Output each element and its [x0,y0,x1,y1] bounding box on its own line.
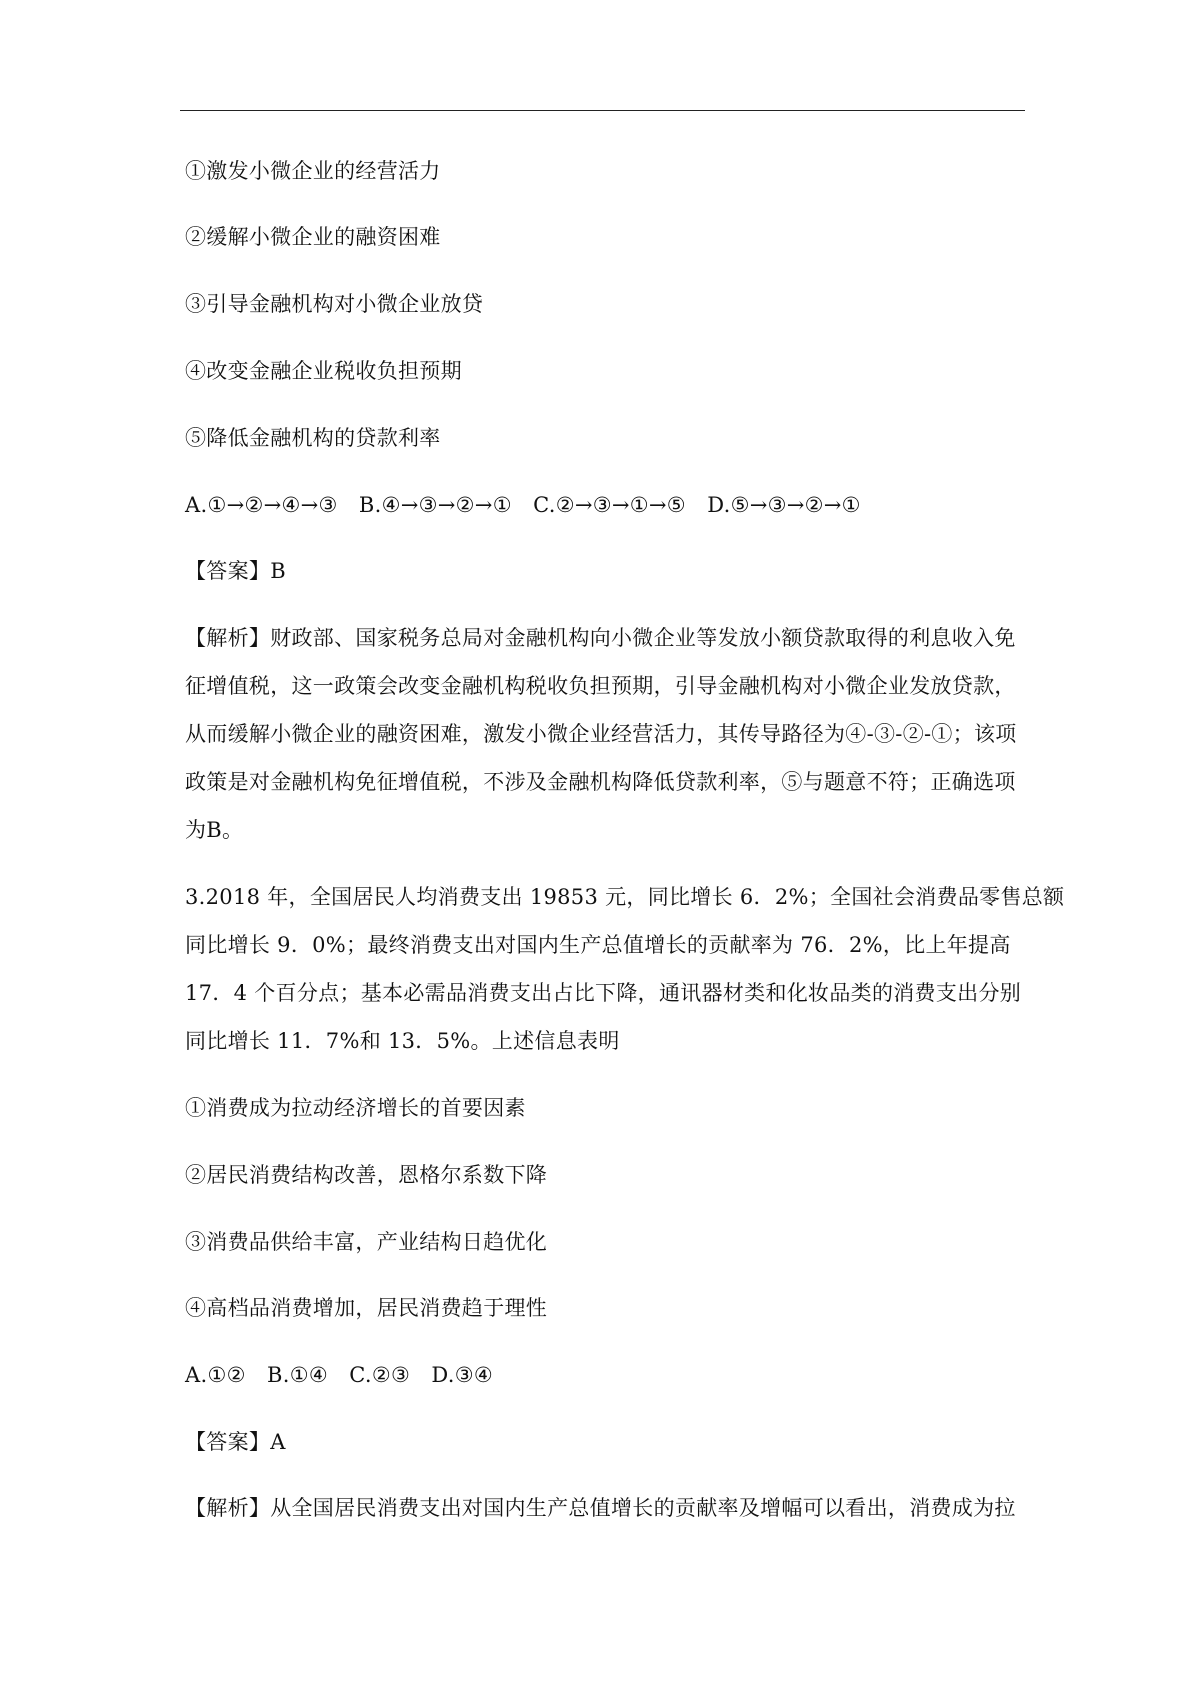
q2-option-2: ②缓解小微企业的融资困难 [185,225,441,249]
q2-analysis-line-4: 政策是对金融机构免征增值税，不涉及金融机构降低贷款利率，⑤与题意不符；正确选项 [185,770,1016,794]
q2-option-1: ①激发小微企业的经营活力 [185,159,441,183]
q2-analysis-line-2: 征增值税，这一政策会改变金融机构税收负担预期，引导金融机构对小微企业发放贷款， [185,674,1016,698]
q3-analysis-line-1: 【解析】从全国居民消费支出对国内生产总值增长的贡献率及增幅可以看出，消费成为拉 [185,1496,1016,1520]
q2-choices: A.①→②→④→③ B.④→③→②→① C.②→③→①→⑤ D.⑤→③→②→① [185,493,861,517]
q2-option-3: ③引导金融机构对小微企业放贷 [185,292,484,316]
q3-stem-line-2: 同比增长 9．0%；最终消费支出对国内生产总值增长的贡献率为 76．2%，比上年提高 [185,933,1011,957]
header-rule [180,110,1025,111]
q2-option-4: ④改变金融企业税收负担预期 [185,359,462,383]
q2-analysis-line-3: 从而缓解小微企业的融资困难，激发小微企业经营活力，其传导路径为④-③-②-①；该项 [185,722,1017,746]
q2-analysis-line-5: 为B。 [185,818,244,842]
q2-option-5: ⑤降低金融机构的贷款利率 [185,426,441,450]
q2-answer: 【答案】B [185,559,286,583]
q3-answer: 【答案】A [185,1430,286,1454]
q2-analysis-line-1: 【解析】财政部、国家税务总局对金融机构向小微企业等发放小额贷款取得的利息收入免 [185,626,1016,650]
q3-stem-line-1: 3.2018 年，全国居民人均消费支出 19853 元，同比增长 6．2%；全国社会消费品零售总额 [185,885,1065,909]
q3-choices: A.①② B.①④ C.②③ D.③④ [185,1363,494,1387]
q3-stem-line-4: 同比增长 11．7%和 13．5%。上述信息表明 [185,1029,620,1053]
q3-stem-line-3: 17．4 个百分点；基本必需品消费支出占比下降，通讯器材类和化妆品类的消费支出分别 [185,981,1022,1005]
q3-option-2: ②居民消费结构改善，恩格尔系数下降 [185,1163,548,1187]
q3-option-1: ①消费成为拉动经济增长的首要因素 [185,1096,526,1120]
q3-option-4: ④高档品消费增加，居民消费趋于理性 [185,1296,548,1320]
q3-option-3: ③消费品供给丰富，产业结构日趋优化 [185,1230,548,1254]
